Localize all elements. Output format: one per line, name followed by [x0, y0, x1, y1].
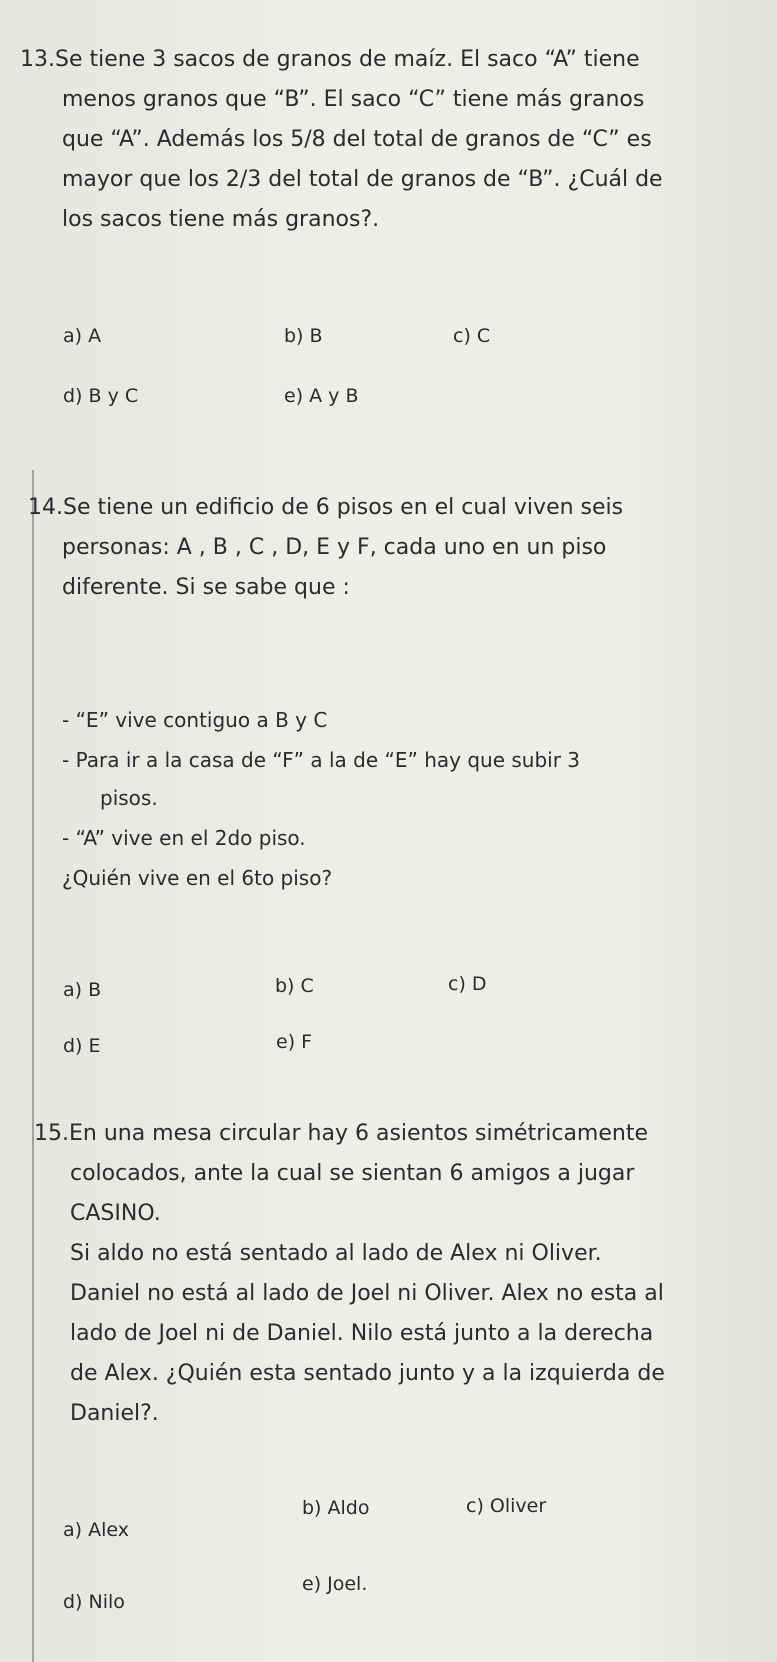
q14-condition-1: - “E” vive contiguo a B y C	[62, 708, 328, 732]
q15-line-5: Daniel no está al lado de Joel ni Oliver. Alex no esta al	[70, 1281, 664, 1306]
q14-question: ¿Quién vive en el 6to piso?	[62, 866, 333, 890]
question-13-text	[20, 40, 663, 240]
q13-line-4: mayor que los 2/3 del total de granos de “B”. ¿Cuál de	[62, 167, 663, 192]
q15-option-e: e) Joel.	[302, 1573, 368, 1595]
q13-option-a: a) A	[63, 325, 102, 347]
q14-option-c: c) D	[448, 973, 487, 995]
q14-line-2: personas: A , B , C , D, E y F, cada uno en un piso	[62, 535, 607, 560]
q13-option-c: c) C	[453, 325, 491, 347]
q14-option-b: b) C	[275, 975, 314, 997]
q13-option-d: d) B y C	[63, 385, 139, 407]
q15-line-6: lado de Joel ni de Daniel. Nilo está junto a la derecha	[70, 1321, 654, 1346]
q15-line-2: colocados, ante la cual se sientan 6 amigos a jugar	[70, 1161, 635, 1186]
q15-line-4: Si aldo no está sentado al lado de Alex ni Oliver.	[70, 1241, 602, 1266]
notebook-margin-line	[32, 470, 34, 1662]
q13-line-5: los sacos tiene más granos?.	[62, 207, 380, 232]
question-14-text	[28, 488, 623, 608]
q13-option-e: e) A y B	[284, 385, 359, 407]
q15-line-8: Daniel?.	[70, 1401, 159, 1426]
question-15-text	[34, 1114, 665, 1434]
q15-option-a: a) Alex	[63, 1519, 129, 1541]
q13-line-2: menos granos que “B”. El saco “C” tiene más granos	[62, 87, 645, 112]
q13-option-b: b) B	[284, 325, 323, 347]
q15-line-1: 15.En una mesa circular hay 6 asientos simétricamente	[34, 1121, 649, 1146]
q13-line-3: que “A”. Además los 5/8 del total de granos de “C” es	[62, 127, 652, 152]
q14-option-e: e) F	[276, 1031, 313, 1053]
q15-option-c: c) Oliver	[466, 1495, 547, 1517]
q15-option-b: b) Aldo	[302, 1497, 370, 1519]
q15-option-d: d) Nilo	[63, 1591, 125, 1613]
q13-line-1: 13.Se tiene 3 sacos de granos de maíz. El saco “A” tiene	[20, 47, 640, 72]
q14-condition-3: - “A” vive en el 2do piso.	[62, 826, 306, 850]
q14-condition-2-cont: pisos.	[100, 786, 158, 810]
q15-line-7: de Alex. ¿Quién esta sentado junto y a la izquierda de	[70, 1361, 665, 1386]
q14-option-a: a) B	[63, 979, 102, 1001]
q14-option-d: d) E	[63, 1035, 101, 1057]
q14-condition-2: - Para ir a la casa de “F” a la de “E” hay que subir 3	[62, 748, 581, 772]
q14-line-3: diferente. Si se sabe que :	[62, 575, 350, 600]
q14-line-1: 14.Se tiene un edificio de 6 pisos en el cual viven seis	[28, 495, 624, 520]
q15-line-3: CASINO.	[70, 1201, 161, 1226]
